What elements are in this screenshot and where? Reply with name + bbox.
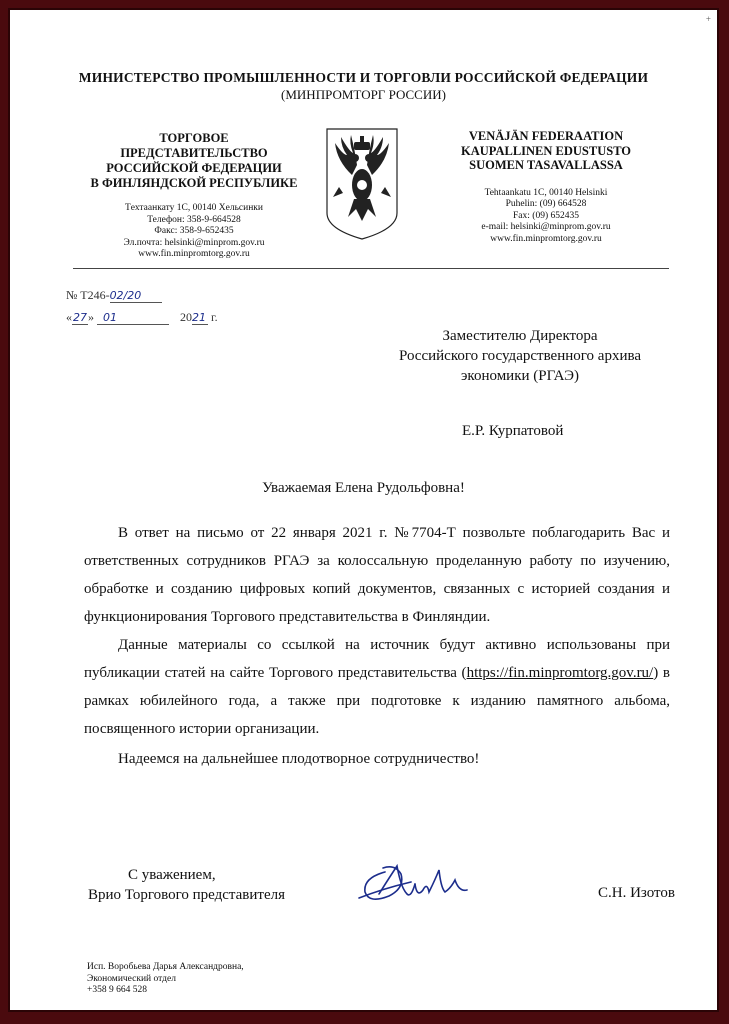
ru-title-line: В ФИНЛЯНДСКОЙ РЕСПУБЛИКЕ [90, 176, 298, 190]
fi-address: Tehtaankatu 1C, 00140 Helsinki [484, 187, 608, 198]
closing-regards: С уважением, [128, 867, 216, 883]
addressee-line: Российского государственного архива [398, 348, 642, 364]
ru-phone: Телефон: 358-9-664528 [147, 214, 241, 225]
greeting: Уважаемая Елена Рудольфовна! [262, 480, 465, 496]
fi-website: www.fin.minpromtorg.gov.ru [490, 233, 602, 244]
fi-contacts [446, 188, 646, 246]
ru-title [78, 131, 310, 191]
ministry-full-name: МИНИСТЕРСТВО ПРОМЫШЛЕННОСТИ И ТОРГОВЛИ РОССИЙСКОЙ ФЕДЕРАЦИИ [78, 70, 649, 85]
date-year-suffix: г. [211, 310, 218, 324]
executor-phone: +358 9 664 528 [87, 985, 147, 995]
addressee-line: Заместителю Директора [442, 328, 598, 344]
ru-title-line: ПРЕДСТАВИТЕЛЬСТВО [120, 146, 268, 160]
registration-date [66, 310, 218, 332]
fi-phone: Puhelin: (09) 664528 [505, 199, 587, 209]
executor-info [87, 962, 244, 997]
date-year-handwritten: 21 [192, 311, 206, 324]
date-close-quote: » [88, 310, 94, 324]
ru-email: Эл.почта: helsinki@minprom.gov.ru [123, 237, 265, 248]
fi-title-line: KAUPALLINEN EDUSTUSTO [460, 143, 632, 158]
paragraph-1: В ответ на письмо от 22 января 2021 г. №7704-Т позвольте поблагодарить Вас и ответственных сотрудников РГАЭ за колоссальную проделанную работу по изучению, обработке и созданию цифровых копий документов, связанных с историей создания и функционирования Торгового представительства в Финляндии. [84, 525, 670, 625]
registration-block [66, 288, 218, 332]
letter-page [8, 8, 719, 1012]
coat-of-arms-icon [323, 125, 401, 243]
closing [88, 865, 285, 905]
addressee-name: Е.Р. Курпатовой [462, 423, 564, 439]
executor-department: Экономический отдел [87, 973, 176, 984]
website-link[interactable]: https://fin.minpromtorg.gov.ru/ [466, 665, 654, 681]
ru-contacts [78, 203, 310, 261]
fi-email: e-mail: helsinki@minprom.gov.ru [481, 222, 611, 232]
addressee [370, 326, 670, 386]
ru-address: Tехтаанкату 1C, 00140 Хельсинки [125, 203, 263, 213]
corner-mark: + [705, 14, 711, 24]
date-year-prefix: 20 [180, 310, 192, 324]
registration-number [66, 288, 218, 310]
executor-name: Исп. Воробьева Дарья Александровна, [87, 962, 244, 972]
fi-letterhead [446, 129, 646, 245]
fi-fax: Fax: (09) 652435 [513, 210, 579, 221]
ru-title-line: ТОРГОВОЕ [159, 131, 229, 145]
fi-title-line: VENÄJÄN FEDERAATION [468, 129, 624, 143]
signature-icon [355, 858, 480, 910]
date-month: 01 [97, 311, 169, 325]
ru-website: www.fin.minpromtorg.gov.ru [138, 249, 250, 259]
fi-title-line: SUOMEN TASAVALLASSA [469, 158, 623, 172]
date-open-quote: « [66, 310, 72, 324]
paragraph-2-text: Данные материалы со ссылкой на источник будут активно использованы при публикации статей на сайте Торгового представительства ( [84, 637, 670, 681]
ru-fax: Факс: 358-9-652435 [154, 226, 234, 236]
fi-title [446, 129, 646, 173]
ru-title-line: РОССИЙСКОЙ ФЕДЕРАЦИИ [106, 161, 282, 175]
header-divider [73, 268, 669, 269]
ru-letterhead [78, 131, 310, 261]
reg-number-handwritten: 02/20 [110, 289, 162, 303]
signer-name: С.Н. Изотов [598, 885, 675, 901]
ministry-short-name: (МИНПРОМТОРГ РОССИИ) [281, 87, 446, 102]
paragraph-2 [84, 631, 670, 743]
date-day: 27 [73, 311, 87, 324]
addressee-line: экономики (РГАЭ) [460, 368, 580, 384]
paragraph-2-text-end: ) в рамках юбилейного года, а также при подготовке к изданию памятного альбома, посвященного истории организации. [84, 665, 671, 737]
closing-position: Врио Торгового представителя [88, 887, 285, 903]
ministry-header [10, 70, 717, 103]
reg-number-prefix: № T246- [66, 288, 110, 302]
paragraph-3: Надеемся на дальнейшее плодотворное сотрудничество! [118, 751, 480, 767]
letter-body [84, 519, 670, 773]
